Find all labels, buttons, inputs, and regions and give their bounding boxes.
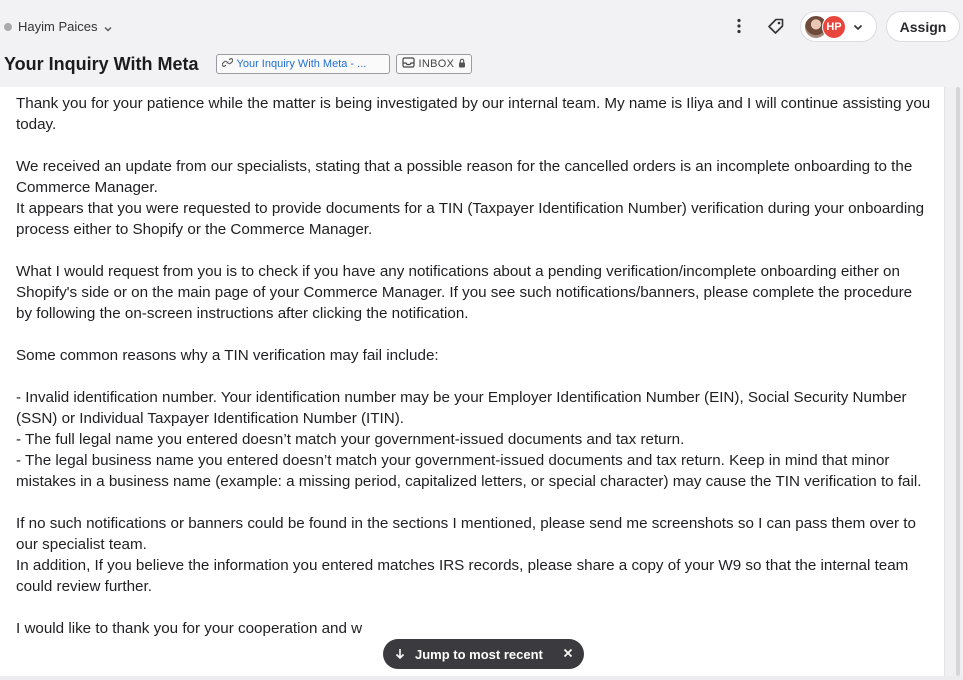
message-line [16, 492, 932, 513]
message-line [16, 597, 932, 618]
bottom-divider [0, 676, 963, 680]
participants-avatar-group[interactable] [800, 11, 877, 42]
avatar-initials: HP [822, 15, 846, 39]
message-line: I would like to thank you for your cooperation and w [16, 620, 363, 637]
close-icon[interactable] [562, 647, 574, 659]
status-dot-icon [4, 23, 12, 31]
message-line: Some common reasons why a TIN verification may fail include: [16, 347, 439, 364]
message-line [16, 324, 932, 345]
lock-icon [458, 58, 466, 71]
jump-label: Jump to most recent [415, 646, 543, 662]
chevron-down-icon [103, 22, 113, 32]
message-line: If no such notifications or banners could be found in the sections I mentioned, please send me screenshots so I can pass them over to our specialist team. [16, 515, 916, 553]
link-icon [222, 57, 233, 71]
chevron-down-icon [852, 21, 864, 33]
conversation-header [0, 0, 963, 52]
title-row [4, 52, 472, 76]
inbox-icon [402, 57, 415, 71]
arrow-down-icon [395, 648, 405, 660]
message-line: Thank you for your patience while the matter is being investigated by our internal team. My name is Iliya and I will continue assisting you today. [16, 95, 931, 133]
inbox-chip-label: INBOX [418, 58, 455, 70]
message-line [16, 135, 932, 156]
message-line: What I would request from you is to check if you have any notifications about a pending verification/incomplete onboarding either on Shopify's side or on the main page of your Commerce Manager. If you see such notifications/banners, please complete the procedure by following the on-screen instructions after clicking the notification. [16, 263, 913, 322]
message-text [16, 93, 932, 639]
scrollbar-thumb[interactable] [956, 87, 960, 676]
scrollbar-track[interactable] [944, 87, 963, 676]
assign-button[interactable]: Assign [886, 11, 960, 42]
message-line: - The full legal name you entered doesn’t match your government-issued documents and tax return. [16, 431, 685, 448]
message-line: - The legal business name you entered doesn’t match your government-issued documents and tax return. Keep in mind that minor mistakes in a business name (example: a missing period, capitalized letters, or special character) may cause the TIN verification to fail. [16, 452, 922, 490]
message-line [16, 366, 932, 387]
message-line: In addition, If you believe the information you entered matches IRS records, please share a copy of your W9 so that the internal team could review further. [16, 557, 909, 595]
message-line: It appears that you were requested to provide documents for a TIN (Taxpayer Identification Number) verification during your onboarding process either to Shopify or the Commerce Manager. [16, 200, 925, 238]
more-options-icon[interactable] [728, 14, 750, 38]
link-chip-label: Your Inquiry With Meta - ... [236, 58, 367, 70]
conversation-link-chip[interactable] [216, 54, 390, 74]
tag-icon[interactable] [764, 14, 788, 38]
message-line: - Invalid identification number. Your identification number may be your Employer Identification Number (EIN), Social Security Number (SSN) or Individual Taxpayer Identification Number (ITIN). [16, 389, 907, 427]
assignee-name: Hayim Paices [18, 19, 98, 34]
assignee-dropdown[interactable] [4, 19, 113, 34]
page-title: Your Inquiry With Meta [4, 53, 199, 74]
message-body-panel [0, 87, 944, 676]
jump-to-most-recent-button[interactable] [383, 639, 584, 669]
message-line [16, 240, 932, 261]
message-line: We received an update from our specialists, stating that a possible reason for the cancelled orders is an incomplete onboarding to the Commerce Manager. [16, 158, 913, 196]
inbox-chip[interactable] [396, 54, 472, 74]
